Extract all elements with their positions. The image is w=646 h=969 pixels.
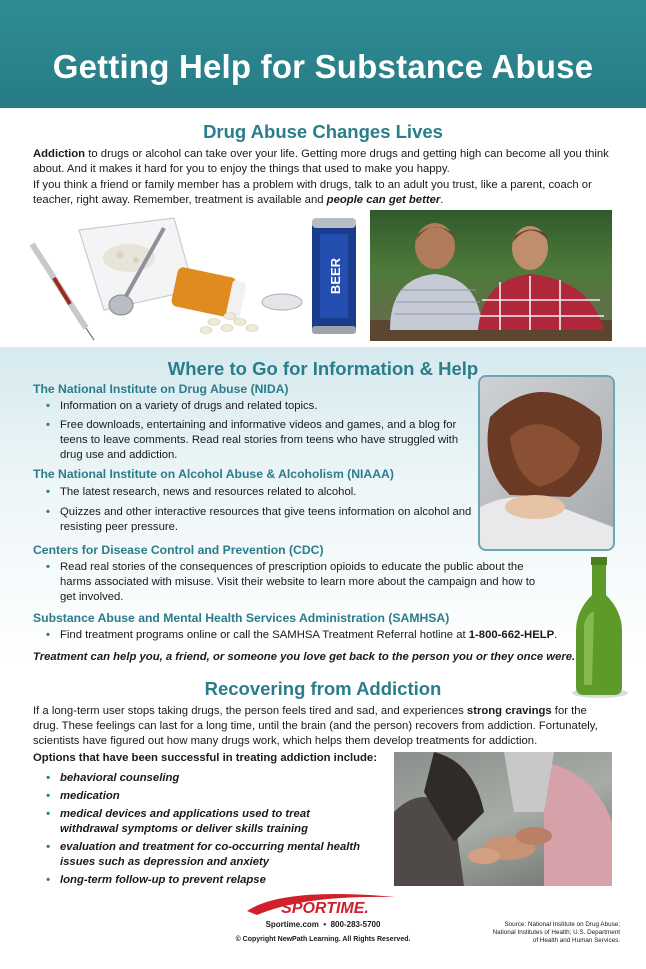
org-title-niaaa: The National Institute on Alcohol Abuse & Alcoholism (NIAAA) (33, 467, 394, 481)
website-link[interactable]: Sportime.com (265, 920, 319, 929)
list-item: • long-term follow-up to prevent relapse (33, 873, 368, 888)
niaaa-list (33, 485, 473, 539)
recovery-paragraph (33, 704, 615, 749)
advice-paragraph (33, 178, 615, 208)
bullet-separator: • (318, 920, 331, 929)
list-item: • medical devices and applications used to treat withdrawal symptoms or deliver skills training (33, 807, 368, 837)
sportime-logo (243, 893, 399, 917)
list-item: • behavioral counseling (33, 771, 368, 786)
list-item: • The latest research, news and resources related to alcohol. (33, 485, 473, 500)
org-title-cdc: Centers for Disease Control and Prevention (CDC) (33, 543, 324, 557)
group-therapy-photo (394, 752, 612, 886)
page-title: Getting Help for Substance Abuse (52, 48, 594, 85)
cravings-term: strong cravings (466, 705, 552, 717)
source-note: Source: National Institute on Drug Abuse; National Institutes of Health; U.S. Department of Health and Human Services. (492, 921, 620, 944)
group-therapy-illustration (394, 752, 612, 886)
intro-text: to drugs or alcohol can take over your life. Getting more drugs and getting high can become all you think about. And it makes it hard for you to enjoy the things that used to make you happy. (33, 148, 609, 175)
recovery-text-2: for the drug. These feelings can last for a long time, until the brain (and the person) recovers from addiction. Fortunately, scientists have figured out how many drugs work, which helps them develop treatments for addiction. (33, 705, 598, 747)
org-title-samhsa: Substance Abuse and Mental Health Services Administration (SAMHSA) (33, 611, 450, 625)
drugs-photo (24, 210, 364, 342)
org-title-nida: The National Institute on Drug Abuse (NIDA) (33, 382, 289, 396)
intro-paragraph (33, 147, 615, 177)
sad-teen-photo (478, 375, 615, 551)
options-title: Options that have been successful in treating addiction include: (33, 752, 377, 764)
copyright: © Copyright NewPath Learning. All Rights Reserved. (235, 936, 411, 943)
treatment-closing-statement: Treatment can help you, a friend, or someone you love get back to the person you or they once were. (33, 651, 576, 663)
cdc-list (33, 560, 538, 609)
samhsa-hotline: 1-800-662-HELP (468, 629, 555, 641)
section-title-recovering: Recovering from Addiction (204, 678, 442, 699)
list-item: • Read real stories of the consequences of prescription opioids to educate the public about the harms associated with misuse. Visit their website to learn more about the campaign and how to get involved. (33, 560, 538, 605)
recovery-text-1: If a long-term user stops taking drugs, the person feels tired and sad, and experiences (33, 705, 467, 717)
addiction-term: Addiction (33, 148, 86, 160)
section-title-where-to-go: Where to Go for Information & Help (167, 358, 479, 379)
two-men-illustration (370, 210, 612, 341)
beer-can-label: BEER (328, 257, 343, 295)
samhsa-list (33, 628, 573, 647)
nida-list (33, 399, 473, 467)
list-item: • Quizzes and other interactive resources that give teens information on alcohol and resisting peer pressure. (33, 505, 473, 535)
section-title-drug-abuse: Drug Abuse Changes Lives (203, 121, 443, 142)
two-men-talking-photo (370, 210, 612, 341)
phone-number: 800-283-5700 (330, 920, 381, 929)
advice-text: If you think a friend or family member has a problem with drugs, talk to an adult you trust, like a parent, coach or teacher, right away. Remember, treatment is available and (33, 179, 592, 206)
advice-emphasis: people can get better (326, 194, 441, 206)
list-item: • Information on a variety of drugs and related topics. (33, 399, 473, 414)
logo-swoosh (243, 893, 399, 917)
samhsa-text: Find treatment programs online or call the SAMHSA Treatment Referral hotline at (60, 629, 469, 641)
drugs-illustration (24, 210, 364, 342)
list-item: • medication (33, 789, 368, 804)
title-banner (0, 0, 646, 108)
logo-text: SPORTIME. (281, 900, 369, 917)
samhsa-end: . (554, 629, 558, 641)
sad-teen-illustration (480, 377, 613, 549)
list-item (33, 628, 573, 643)
treatment-options-list (33, 771, 368, 891)
list-item: • evaluation and treatment for co-occurring mental health issues such as depression and anxiety (33, 840, 368, 870)
advice-end: . (440, 194, 444, 206)
list-item: • Free downloads, entertaining and informative videos and games, and a blog for teens to leave comments. Read real stories from teens who have struggled with drug use and addiction. (33, 418, 473, 463)
